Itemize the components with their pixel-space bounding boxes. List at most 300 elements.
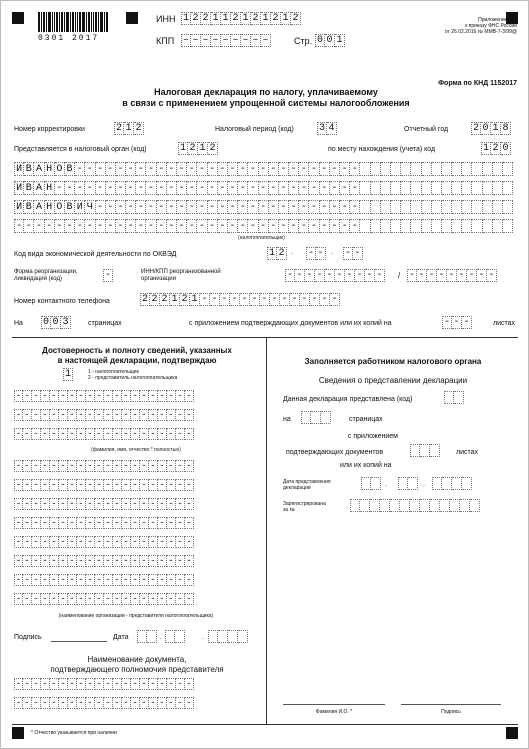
char-cell[interactable] xyxy=(430,499,440,512)
char-cell[interactable]: - xyxy=(32,409,41,421)
char-cell[interactable]: - xyxy=(15,594,22,604)
char-cell[interactable] xyxy=(422,162,432,176)
char-cell[interactable]: - xyxy=(68,390,77,402)
char-cell[interactable] xyxy=(371,181,381,195)
char-cell[interactable]: - xyxy=(32,479,41,491)
document-row-1[interactable] xyxy=(14,678,194,690)
char-cell[interactable]: - xyxy=(106,200,116,214)
char-cell[interactable]: - xyxy=(95,428,104,440)
char-cell[interactable] xyxy=(218,630,228,643)
char-cell[interactable]: - xyxy=(320,162,330,176)
char-cell[interactable]: - xyxy=(289,162,299,176)
char-cell[interactable]: А xyxy=(34,200,44,214)
tax-period-cells[interactable] xyxy=(317,122,337,135)
char-cell[interactable] xyxy=(503,219,513,233)
taxpayer-row-3[interactable] xyxy=(14,200,513,214)
char-cell[interactable] xyxy=(371,162,381,176)
char-cell[interactable] xyxy=(432,162,442,176)
char-cell[interactable]: – xyxy=(191,34,201,47)
char-cell[interactable]: - xyxy=(350,181,360,195)
char-cell[interactable]: - xyxy=(15,698,22,708)
char-cell[interactable]: - xyxy=(55,219,65,233)
char-cell[interactable]: - xyxy=(176,460,185,472)
char-cell[interactable]: - xyxy=(77,574,86,586)
char-cell[interactable]: - xyxy=(75,162,85,176)
char-cell[interactable]: В xyxy=(65,162,75,176)
char-cell[interactable]: - xyxy=(270,293,280,306)
char-cell[interactable]: – xyxy=(182,35,189,46)
char-cell[interactable]: - xyxy=(295,269,305,282)
char-cell[interactable]: - xyxy=(106,162,116,176)
char-cell[interactable]: - xyxy=(68,574,77,586)
char-cell[interactable] xyxy=(311,411,321,424)
char-cell[interactable]: 8 xyxy=(501,122,511,135)
char-cell[interactable]: - xyxy=(131,409,140,421)
org-row-3[interactable] xyxy=(14,498,194,510)
char-cell[interactable]: - xyxy=(41,460,50,472)
char-cell[interactable] xyxy=(432,200,442,214)
submitted-code-cells[interactable] xyxy=(444,391,464,404)
char-cell[interactable]: - xyxy=(23,697,32,709)
char-cell[interactable]: - xyxy=(50,498,59,510)
char-cell[interactable]: - xyxy=(149,428,158,440)
char-cell[interactable] xyxy=(442,219,452,233)
char-cell[interactable]: - xyxy=(345,269,355,282)
char-cell[interactable]: - xyxy=(427,269,437,282)
char-cell[interactable]: В xyxy=(65,200,75,214)
char-cell[interactable]: - xyxy=(340,200,350,214)
char-cell[interactable]: - xyxy=(140,460,149,472)
char-cell[interactable]: - xyxy=(32,460,41,472)
char-cell[interactable]: - xyxy=(140,409,149,421)
char-cell[interactable]: - xyxy=(167,219,177,233)
char-cell[interactable]: - xyxy=(330,181,340,195)
char-cell[interactable]: 1 xyxy=(281,12,291,25)
char-cell[interactable]: - xyxy=(197,219,207,233)
char-cell[interactable]: - xyxy=(59,428,68,440)
char-cell[interactable]: - xyxy=(340,162,350,176)
char-cell[interactable]: - xyxy=(68,460,77,472)
char-cell[interactable]: - xyxy=(167,390,176,402)
org-row-6[interactable] xyxy=(14,555,194,567)
char-cell[interactable]: - xyxy=(75,219,85,233)
char-cell[interactable]: - xyxy=(77,479,86,491)
char-cell[interactable] xyxy=(400,499,410,512)
char-cell[interactable]: - xyxy=(23,460,32,472)
char-cell[interactable]: - xyxy=(86,517,95,529)
char-cell[interactable]: Н xyxy=(45,200,55,214)
char-cell[interactable] xyxy=(422,181,432,195)
char-cell[interactable]: - xyxy=(50,390,59,402)
char-cell[interactable]: - xyxy=(176,517,185,529)
char-cell[interactable]: - xyxy=(77,460,86,472)
char-cell[interactable] xyxy=(422,219,432,233)
char-cell[interactable]: - xyxy=(32,498,41,510)
char-cell[interactable]: А xyxy=(34,162,44,176)
char-cell[interactable]: - xyxy=(350,162,360,176)
char-cell[interactable]: - xyxy=(32,428,41,440)
char-cell[interactable]: - xyxy=(316,247,326,260)
char-cell[interactable]: - xyxy=(167,498,176,510)
char-cell[interactable]: - xyxy=(86,678,95,690)
char-cell[interactable]: - xyxy=(158,555,167,567)
char-cell[interactable]: - xyxy=(187,181,197,195)
char-cell[interactable] xyxy=(380,499,390,512)
char-cell[interactable]: - xyxy=(45,219,55,233)
char-cell[interactable]: - xyxy=(140,536,149,548)
char-cell[interactable]: - xyxy=(185,479,194,491)
char-cell[interactable]: 2 xyxy=(115,123,122,134)
char-cell[interactable]: - xyxy=(95,536,104,548)
char-cell[interactable]: - xyxy=(167,479,176,491)
char-cell[interactable]: - xyxy=(300,293,310,306)
char-cell[interactable]: - xyxy=(95,460,104,472)
char-cell[interactable]: – xyxy=(261,34,271,47)
tax-authority-cells[interactable] xyxy=(178,142,218,155)
char-cell[interactable]: 0 xyxy=(51,316,61,329)
char-cell[interactable]: - xyxy=(269,219,279,233)
char-cell[interactable]: 0 xyxy=(325,34,335,47)
char-cell[interactable]: 3 xyxy=(61,316,71,329)
char-cell[interactable] xyxy=(493,219,503,233)
char-cell[interactable]: - xyxy=(330,293,340,306)
char-cell[interactable]: – xyxy=(201,34,211,47)
org-row-4[interactable] xyxy=(14,517,194,529)
char-cell[interactable]: - xyxy=(238,200,248,214)
char-cell[interactable] xyxy=(472,162,482,176)
char-cell[interactable]: - xyxy=(279,162,289,176)
char-cell[interactable]: - xyxy=(158,428,167,440)
char-cell[interactable]: - xyxy=(176,697,185,709)
char-cell[interactable]: - xyxy=(50,536,59,548)
char-cell[interactable]: 2 xyxy=(160,293,170,306)
char-cell[interactable]: - xyxy=(131,460,140,472)
char-cell[interactable]: - xyxy=(187,162,197,176)
char-cell[interactable]: - xyxy=(228,181,238,195)
char-cell[interactable]: - xyxy=(86,409,95,421)
char-cell[interactable]: - xyxy=(122,517,131,529)
char-cell[interactable]: - xyxy=(50,409,59,421)
char-cell[interactable]: - xyxy=(158,498,167,510)
char-cell[interactable]: - xyxy=(167,697,176,709)
char-cell[interactable] xyxy=(360,200,370,214)
char-cell[interactable]: - xyxy=(140,678,149,690)
char-cell[interactable]: - xyxy=(122,479,131,491)
pages-count-cells[interactable] xyxy=(41,316,71,329)
char-cell[interactable]: - xyxy=(41,390,50,402)
char-cell[interactable]: - xyxy=(131,574,140,586)
char-cell[interactable]: - xyxy=(208,200,218,214)
char-cell[interactable]: - xyxy=(15,391,22,401)
char-cell[interactable]: – xyxy=(211,34,221,47)
char-cell[interactable]: - xyxy=(167,162,177,176)
char-cell[interactable]: - xyxy=(41,697,50,709)
char-cell[interactable]: - xyxy=(185,498,194,510)
char-cell[interactable] xyxy=(483,219,493,233)
char-cell[interactable]: - xyxy=(158,390,167,402)
char-cell[interactable]: - xyxy=(146,200,156,214)
char-cell[interactable]: - xyxy=(259,219,269,233)
char-cell[interactable]: - xyxy=(59,574,68,586)
char-cell[interactable]: 0 xyxy=(481,122,491,135)
char-cell[interactable]: - xyxy=(23,536,32,548)
char-cell[interactable] xyxy=(390,499,400,512)
char-cell[interactable]: - xyxy=(15,679,22,689)
inn-cells[interactable] xyxy=(181,12,301,25)
char-cell[interactable]: - xyxy=(131,428,140,440)
char-cell[interactable]: - xyxy=(59,498,68,510)
attach-count-cells[interactable] xyxy=(442,316,472,329)
char-cell[interactable]: 2 xyxy=(201,12,211,25)
char-cell[interactable]: - xyxy=(23,574,32,586)
char-cell[interactable]: - xyxy=(96,219,106,233)
char-cell[interactable]: - xyxy=(104,390,113,402)
char-cell[interactable] xyxy=(444,391,454,404)
char-cell[interactable]: - xyxy=(15,556,22,566)
char-cell[interactable]: - xyxy=(24,219,34,233)
char-cell[interactable]: - xyxy=(167,200,177,214)
char-cell[interactable]: - xyxy=(279,219,289,233)
char-cell[interactable]: - xyxy=(136,162,146,176)
char-cell[interactable]: - xyxy=(116,200,126,214)
char-cell[interactable]: - xyxy=(95,409,104,421)
char-cell[interactable]: И xyxy=(14,200,24,214)
char-cell[interactable]: - xyxy=(176,390,185,402)
char-cell[interactable]: - xyxy=(230,293,240,306)
char-cell[interactable]: - xyxy=(167,428,176,440)
char-cell[interactable]: - xyxy=(86,574,95,586)
char-cell[interactable]: - xyxy=(477,269,487,282)
char-cell[interactable]: - xyxy=(122,555,131,567)
char-cell[interactable]: - xyxy=(228,162,238,176)
char-cell[interactable] xyxy=(430,444,440,457)
char-cell[interactable]: - xyxy=(330,219,340,233)
char-cell[interactable]: - xyxy=(185,390,194,402)
char-cell[interactable] xyxy=(442,162,452,176)
char-cell[interactable]: - xyxy=(149,555,158,567)
char-cell[interactable]: - xyxy=(136,200,146,214)
char-cell[interactable]: - xyxy=(176,479,185,491)
char-cell[interactable]: - xyxy=(350,200,360,214)
char-cell[interactable] xyxy=(381,181,391,195)
char-cell[interactable]: - xyxy=(238,181,248,195)
char-cell[interactable]: - xyxy=(32,678,41,690)
char-cell[interactable] xyxy=(503,162,513,176)
char-cell[interactable] xyxy=(381,219,391,233)
char-cell[interactable] xyxy=(454,391,464,404)
char-cell[interactable] xyxy=(462,162,472,176)
char-cell[interactable]: - xyxy=(77,593,86,605)
org-row-7[interactable] xyxy=(14,574,194,586)
char-cell[interactable]: - xyxy=(131,536,140,548)
char-cell[interactable]: - xyxy=(77,697,86,709)
char-cell[interactable]: - xyxy=(50,593,59,605)
char-cell[interactable]: - xyxy=(140,555,149,567)
char-cell[interactable]: - xyxy=(113,536,122,548)
char-cell[interactable]: - xyxy=(248,219,258,233)
char-cell[interactable]: - xyxy=(280,293,290,306)
char-cell[interactable]: - xyxy=(85,219,95,233)
char-cell[interactable] xyxy=(398,477,408,490)
char-cell[interactable]: - xyxy=(158,536,167,548)
char-cell[interactable] xyxy=(483,200,493,214)
char-cell[interactable]: 1 xyxy=(182,13,189,24)
char-cell[interactable]: - xyxy=(59,517,68,529)
char-cell[interactable]: - xyxy=(208,162,218,176)
signer-name-row-2[interactable] xyxy=(14,409,194,421)
char-cell[interactable]: - xyxy=(113,428,122,440)
char-cell[interactable]: - xyxy=(250,293,260,306)
char-cell[interactable]: - xyxy=(32,555,41,567)
submission-day-cells[interactable] xyxy=(361,477,381,490)
char-cell[interactable] xyxy=(361,477,371,490)
char-cell[interactable]: - xyxy=(15,410,22,420)
char-cell[interactable] xyxy=(391,181,401,195)
char-cell[interactable]: - xyxy=(309,200,319,214)
char-cell[interactable]: - xyxy=(122,678,131,690)
char-cell[interactable] xyxy=(360,181,370,195)
char-cell[interactable]: - xyxy=(185,593,194,605)
char-cell[interactable]: - xyxy=(15,575,22,585)
char-cell[interactable]: - xyxy=(248,181,258,195)
char-cell[interactable]: - xyxy=(122,536,131,548)
char-cell[interactable] xyxy=(503,181,513,195)
org-row-8[interactable] xyxy=(14,593,194,605)
char-cell[interactable]: - xyxy=(140,697,149,709)
char-cell[interactable]: - xyxy=(149,593,158,605)
char-cell[interactable]: 1 xyxy=(491,122,501,135)
char-cell[interactable]: А xyxy=(34,181,44,195)
char-cell[interactable]: - xyxy=(86,428,95,440)
char-cell[interactable]: - xyxy=(259,200,269,214)
char-cell[interactable]: - xyxy=(116,181,126,195)
char-cell[interactable] xyxy=(450,499,460,512)
char-cell[interactable]: - xyxy=(140,428,149,440)
char-cell[interactable]: - xyxy=(177,162,187,176)
char-cell[interactable] xyxy=(391,200,401,214)
char-cell[interactable]: - xyxy=(340,181,350,195)
char-cell[interactable]: 2 xyxy=(180,293,190,306)
char-cell[interactable]: - xyxy=(95,479,104,491)
char-cell[interactable] xyxy=(411,200,421,214)
char-cell[interactable]: - xyxy=(32,517,41,529)
char-cell[interactable] xyxy=(391,162,401,176)
char-cell[interactable] xyxy=(483,162,493,176)
submission-year-cells[interactable] xyxy=(432,477,472,490)
char-cell[interactable]: - xyxy=(116,219,126,233)
char-cell[interactable] xyxy=(360,219,370,233)
char-cell[interactable]: - xyxy=(34,219,44,233)
char-cell[interactable]: - xyxy=(86,697,95,709)
char-cell[interactable]: - xyxy=(146,219,156,233)
char-cell[interactable] xyxy=(371,477,381,490)
char-cell[interactable]: 2 xyxy=(188,142,198,155)
char-cell[interactable]: - xyxy=(220,293,230,306)
char-cell[interactable]: - xyxy=(95,498,104,510)
char-cell[interactable] xyxy=(452,162,462,176)
char-cell[interactable]: - xyxy=(140,498,149,510)
char-cell[interactable]: 2 xyxy=(141,294,148,305)
char-cell[interactable]: - xyxy=(447,269,457,282)
char-cell[interactable]: - xyxy=(32,697,41,709)
char-cell[interactable]: 2 xyxy=(277,247,287,260)
char-cell[interactable]: - xyxy=(32,574,41,586)
char-cell[interactable]: - xyxy=(269,200,279,214)
char-cell[interactable] xyxy=(442,200,452,214)
registration-number-cells[interactable] xyxy=(350,499,480,512)
reorg-inn-cells[interactable] xyxy=(285,269,385,282)
char-cell[interactable]: - xyxy=(122,428,131,440)
char-cell[interactable]: - xyxy=(85,162,95,176)
okved-cells-2[interactable] xyxy=(306,247,326,260)
char-cell[interactable]: - xyxy=(350,219,360,233)
char-cell[interactable]: - xyxy=(167,517,176,529)
char-cell[interactable]: - xyxy=(157,200,167,214)
char-cell[interactable]: - xyxy=(279,181,289,195)
char-cell[interactable] xyxy=(432,219,442,233)
char-cell[interactable]: - xyxy=(248,200,258,214)
char-cell[interactable]: - xyxy=(177,219,187,233)
char-cell[interactable]: - xyxy=(299,181,309,195)
char-cell[interactable]: - xyxy=(309,181,319,195)
char-cell[interactable]: - xyxy=(157,181,167,195)
char-cell[interactable]: - xyxy=(59,678,68,690)
char-cell[interactable] xyxy=(371,219,381,233)
char-cell[interactable] xyxy=(410,444,420,457)
char-cell[interactable]: - xyxy=(208,181,218,195)
char-cell[interactable]: - xyxy=(126,181,136,195)
char-cell[interactable] xyxy=(401,200,411,214)
char-cell[interactable] xyxy=(371,200,381,214)
char-cell[interactable]: - xyxy=(149,536,158,548)
date-month-cells[interactable] xyxy=(165,630,185,643)
char-cell[interactable]: - xyxy=(104,555,113,567)
char-cell[interactable] xyxy=(360,162,370,176)
char-cell[interactable] xyxy=(408,477,418,490)
char-cell[interactable]: - xyxy=(228,200,238,214)
char-cell[interactable]: - xyxy=(113,409,122,421)
char-cell[interactable]: - xyxy=(106,181,116,195)
char-cell[interactable]: 2 xyxy=(134,122,144,135)
char-cell[interactable]: - xyxy=(335,269,345,282)
okved-cells-1[interactable] xyxy=(267,247,287,260)
char-cell[interactable]: - xyxy=(167,536,176,548)
char-cell[interactable]: - xyxy=(305,269,315,282)
char-cell[interactable]: - xyxy=(113,678,122,690)
char-cell[interactable] xyxy=(493,162,503,176)
taxpayer-row-4[interactable] xyxy=(14,219,513,233)
char-cell[interactable]: - xyxy=(320,219,330,233)
char-cell[interactable]: В xyxy=(24,162,34,176)
officer-name-line[interactable] xyxy=(283,704,385,705)
char-cell[interactable] xyxy=(452,477,462,490)
char-cell[interactable]: 1 xyxy=(124,122,134,135)
char-cell[interactable]: - xyxy=(185,460,194,472)
char-cell[interactable]: - xyxy=(77,555,86,567)
char-cell[interactable]: - xyxy=(131,390,140,402)
char-cell[interactable] xyxy=(401,219,411,233)
char-cell[interactable]: - xyxy=(176,409,185,421)
char-cell[interactable]: - xyxy=(104,536,113,548)
char-cell[interactable]: 1 xyxy=(198,142,208,155)
char-cell[interactable]: - xyxy=(23,428,32,440)
char-cell[interactable]: - xyxy=(77,536,86,548)
char-cell[interactable]: - xyxy=(176,593,185,605)
char-cell[interactable]: - xyxy=(136,219,146,233)
officer-signature-line[interactable] xyxy=(401,704,501,705)
char-cell[interactable]: - xyxy=(167,555,176,567)
char-cell[interactable]: - xyxy=(417,269,427,282)
